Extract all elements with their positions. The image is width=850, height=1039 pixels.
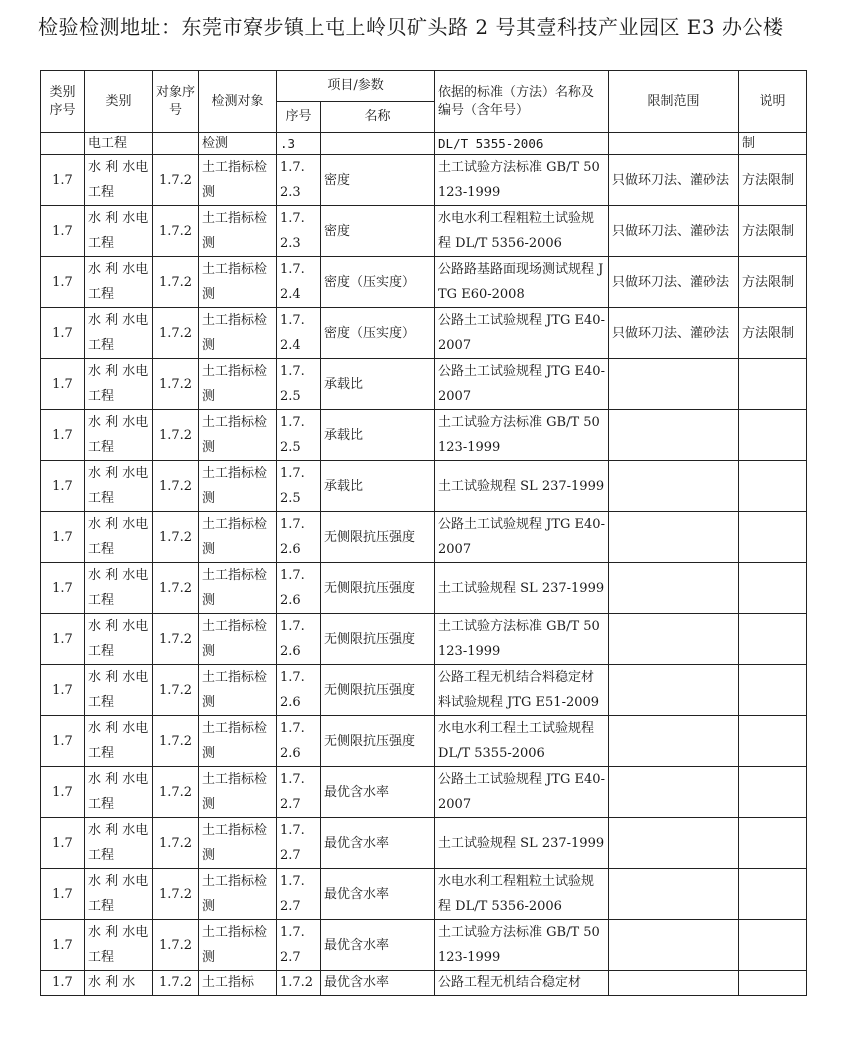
cell-obj-no: 1.7.2 bbox=[153, 920, 199, 971]
cell-name: 密度 bbox=[321, 155, 435, 206]
cell-name: 最优含水率 bbox=[321, 869, 435, 920]
cell-cat-no: 1.7 bbox=[41, 665, 85, 716]
cell-item-no: .3 bbox=[277, 133, 321, 155]
cell-note: 方法限制 bbox=[739, 257, 807, 308]
cell-limit bbox=[609, 461, 739, 512]
col-standard: 依据的标准（方法）名称及编号（含年号） bbox=[435, 71, 609, 133]
cell-category: 水 利 水 bbox=[85, 971, 153, 996]
cell-name: 无侧限抗压强度 bbox=[321, 512, 435, 563]
cell-object: 土工指标检测 bbox=[199, 359, 277, 410]
cell-obj-no: 1.7.2 bbox=[153, 410, 199, 461]
cell-note bbox=[739, 461, 807, 512]
cell-name: 承载比 bbox=[321, 359, 435, 410]
cell-obj-no: 1.7.2 bbox=[153, 971, 199, 996]
cell-note bbox=[739, 359, 807, 410]
cell-object: 土工指标检测 bbox=[199, 563, 277, 614]
cell-item-no: 1.7.2.6 bbox=[277, 512, 321, 563]
cell-obj-no: 1.7.2 bbox=[153, 461, 199, 512]
cell-obj-no: 1.7.2 bbox=[153, 257, 199, 308]
cell-name: 无侧限抗压强度 bbox=[321, 716, 435, 767]
cell-limit bbox=[609, 971, 739, 996]
table-row bbox=[41, 461, 807, 512]
cell-item-no: 1.7.2.4 bbox=[277, 308, 321, 359]
cell-note bbox=[739, 971, 807, 996]
cell-note bbox=[739, 512, 807, 563]
cell-item-no: 1.7.2.5 bbox=[277, 461, 321, 512]
cell-note bbox=[739, 767, 807, 818]
cell-standard: 公路路基路面现场测试规程 JTG E60-2008 bbox=[435, 257, 609, 308]
cell-limit bbox=[609, 665, 739, 716]
cell-limit bbox=[609, 133, 739, 155]
cell-object: 土工指标检测 bbox=[199, 869, 277, 920]
cell-object: 土工指标检测 bbox=[199, 461, 277, 512]
cell-item-no: 1.7.2.7 bbox=[277, 869, 321, 920]
cell-name: 密度（压实度） bbox=[321, 257, 435, 308]
cell-name: 最优含水率 bbox=[321, 920, 435, 971]
cell-note bbox=[739, 563, 807, 614]
cell-item-no: 1.7.2.5 bbox=[277, 410, 321, 461]
cell-cat-no: 1.7 bbox=[41, 257, 85, 308]
cell-name bbox=[321, 133, 435, 155]
cell-name: 密度（压实度） bbox=[321, 308, 435, 359]
table-row bbox=[41, 155, 807, 206]
cell-note bbox=[739, 410, 807, 461]
cell-standard: 土工试验方法标准 GB/T 50123-1999 bbox=[435, 920, 609, 971]
cell-note bbox=[739, 665, 807, 716]
cell-limit bbox=[609, 920, 739, 971]
cell-obj-no: 1.7.2 bbox=[153, 869, 199, 920]
cell-note bbox=[739, 614, 807, 665]
cell-name: 最优含水率 bbox=[321, 818, 435, 869]
cell-name: 密度 bbox=[321, 206, 435, 257]
cell-limit bbox=[609, 767, 739, 818]
cell-limit bbox=[609, 410, 739, 461]
cell-category: 水 利 水电工程 bbox=[85, 563, 153, 614]
cell-obj-no: 1.7.2 bbox=[153, 767, 199, 818]
cell-item-no: 1.7.2.6 bbox=[277, 665, 321, 716]
cell-object: 土工指标检测 bbox=[199, 512, 277, 563]
cell-limit: 只做环刀法、灌砂法 bbox=[609, 155, 739, 206]
col-item-name: 名称 bbox=[321, 102, 435, 133]
cell-obj-no: 1.7.2 bbox=[153, 512, 199, 563]
cell-standard: 水电水利工程粗粒土试验规程 DL/T 5356-2006 bbox=[435, 206, 609, 257]
table-row bbox=[41, 869, 807, 920]
cell-note bbox=[739, 920, 807, 971]
cell-standard: 公路工程无机结合料稳定材料试验规程 JTG E51-2009 bbox=[435, 665, 609, 716]
cell-object: 检测 bbox=[199, 133, 277, 155]
cell-standard: 土工试验规程 SL 237-1999 bbox=[435, 461, 609, 512]
cell-object: 土工指标检测 bbox=[199, 410, 277, 461]
cell-category: 水 利 水电工程 bbox=[85, 410, 153, 461]
cell-object: 土工指标检测 bbox=[199, 920, 277, 971]
cell-cat-no: 1.7 bbox=[41, 767, 85, 818]
cell-item-no: 1.7.2.6 bbox=[277, 716, 321, 767]
table-row bbox=[41, 206, 807, 257]
cell-standard: 土工试验规程 SL 237-1999 bbox=[435, 818, 609, 869]
cell-limit bbox=[609, 512, 739, 563]
cell-item-no: 1.7.2.4 bbox=[277, 257, 321, 308]
cell-limit bbox=[609, 869, 739, 920]
table-row bbox=[41, 665, 807, 716]
cell-obj-no: 1.7.2 bbox=[153, 206, 199, 257]
cell-standard: 公路土工试验规程 JTG E40-2007 bbox=[435, 767, 609, 818]
cell-standard: 公路土工试验规程 JTG E40-2007 bbox=[435, 308, 609, 359]
cell-obj-no: 1.7.2 bbox=[153, 308, 199, 359]
cell-standard: 土工试验方法标准 GB/T 50123-1999 bbox=[435, 410, 609, 461]
cell-category: 水 利 水电工程 bbox=[85, 818, 153, 869]
cell-standard: 公路土工试验规程 JTG E40-2007 bbox=[435, 359, 609, 410]
cell-item-no: 1.7.2.3 bbox=[277, 206, 321, 257]
col-item-group: 项目/参数 bbox=[277, 71, 435, 102]
cell-object: 土工指标检测 bbox=[199, 665, 277, 716]
cell-standard: 土工试验方法标准 GB/T 50123-1999 bbox=[435, 614, 609, 665]
cell-limit: 只做环刀法、灌砂法 bbox=[609, 257, 739, 308]
cell-category: 水 利 水电工程 bbox=[85, 665, 153, 716]
cell-category: 水 利 水电工程 bbox=[85, 461, 153, 512]
cell-note: 方法限制 bbox=[739, 155, 807, 206]
cell-cat-no: 1.7 bbox=[41, 869, 85, 920]
cell-cat-no: 1.7 bbox=[41, 155, 85, 206]
cell-standard: DL/T 5355-2006 bbox=[435, 133, 609, 155]
cell-name: 无侧限抗压强度 bbox=[321, 614, 435, 665]
cell-note bbox=[739, 869, 807, 920]
table-row bbox=[41, 410, 807, 461]
cell-category: 水 利 水电工程 bbox=[85, 206, 153, 257]
table-row bbox=[41, 563, 807, 614]
cell-note: 制 bbox=[739, 133, 807, 155]
table-row-partial-bottom bbox=[41, 971, 807, 996]
table-row bbox=[41, 767, 807, 818]
cell-name: 最优含水率 bbox=[321, 971, 435, 996]
cell-category: 水 利 水电工程 bbox=[85, 614, 153, 665]
cell-category: 水 利 水电工程 bbox=[85, 767, 153, 818]
cell-item-no: 1.7.2.6 bbox=[277, 614, 321, 665]
cell-category: 水 利 水电工程 bbox=[85, 716, 153, 767]
col-category-no: 类别序号 bbox=[41, 71, 85, 133]
cell-cat-no: 1.7 bbox=[41, 410, 85, 461]
cell-standard: 土工试验规程 SL 237-1999 bbox=[435, 563, 609, 614]
table-row bbox=[41, 308, 807, 359]
cell-item-no: 1.7.2 bbox=[277, 971, 321, 996]
cell-item-no: 1.7.2.7 bbox=[277, 920, 321, 971]
cell-cat-no: 1.7 bbox=[41, 359, 85, 410]
cell-limit bbox=[609, 359, 739, 410]
cell-limit: 只做环刀法、灌砂法 bbox=[609, 308, 739, 359]
cell-cat-no: 1.7 bbox=[41, 308, 85, 359]
cell-category: 水 利 水电工程 bbox=[85, 359, 153, 410]
table-row bbox=[41, 614, 807, 665]
col-item-no: 序号 bbox=[277, 102, 321, 133]
cell-limit bbox=[609, 818, 739, 869]
cell-note bbox=[739, 818, 807, 869]
header-row-1 bbox=[41, 71, 807, 102]
col-category: 类别 bbox=[85, 71, 153, 133]
col-note: 说明 bbox=[739, 71, 807, 133]
cell-cat-no: 1.7 bbox=[41, 971, 85, 996]
cell-limit bbox=[609, 716, 739, 767]
table-row bbox=[41, 716, 807, 767]
cell-cat-no: 1.7 bbox=[41, 818, 85, 869]
cell-obj-no: 1.7.2 bbox=[153, 155, 199, 206]
cell-object: 土工指标检测 bbox=[199, 155, 277, 206]
lab-address: 检验检测地址：东莞市寮步镇上屯上岭贝矿头路 2 号其壹科技产业园区 E3 办公楼 bbox=[38, 15, 784, 39]
cell-object: 土工指标检测 bbox=[199, 257, 277, 308]
cell-obj-no: 1.7.2 bbox=[153, 563, 199, 614]
cell-standard: 公路土工试验规程 JTG E40-2007 bbox=[435, 512, 609, 563]
table-row-partial-top bbox=[41, 133, 807, 155]
cell-object: 土工指标检测 bbox=[199, 614, 277, 665]
cell-obj-no: 1.7.2 bbox=[153, 716, 199, 767]
col-object: 检测对象 bbox=[199, 71, 277, 133]
cell-item-no: 1.7.2.7 bbox=[277, 818, 321, 869]
cell-cat-no: 1.7 bbox=[41, 206, 85, 257]
cell-note bbox=[739, 716, 807, 767]
cell-cat-no: 1.7 bbox=[41, 716, 85, 767]
cell-cat-no bbox=[41, 133, 85, 155]
cell-category: 电工程 bbox=[85, 133, 153, 155]
cell-name: 无侧限抗压强度 bbox=[321, 563, 435, 614]
table-row bbox=[41, 359, 807, 410]
table-row bbox=[41, 818, 807, 869]
cell-category: 水 利 水电工程 bbox=[85, 512, 153, 563]
cell-note: 方法限制 bbox=[739, 206, 807, 257]
cell-obj-no: 1.7.2 bbox=[153, 818, 199, 869]
scope-table bbox=[40, 70, 807, 996]
cell-limit bbox=[609, 563, 739, 614]
cell-obj-no: 1.7.2 bbox=[153, 359, 199, 410]
cell-category: 水 利 水电工程 bbox=[85, 308, 153, 359]
cell-category: 水 利 水电工程 bbox=[85, 920, 153, 971]
cell-obj-no: 1.7.2 bbox=[153, 614, 199, 665]
cell-item-no: 1.7.2.3 bbox=[277, 155, 321, 206]
cell-object: 土工指标检测 bbox=[199, 716, 277, 767]
cell-name: 承载比 bbox=[321, 410, 435, 461]
cell-limit: 只做环刀法、灌砂法 bbox=[609, 206, 739, 257]
cell-item-no: 1.7.2.7 bbox=[277, 767, 321, 818]
cell-object: 土工指标检测 bbox=[199, 818, 277, 869]
cell-cat-no: 1.7 bbox=[41, 614, 85, 665]
col-object-no: 对象序号 bbox=[153, 71, 199, 133]
cell-object: 土工指标检测 bbox=[199, 206, 277, 257]
cell-object: 土工指标检测 bbox=[199, 308, 277, 359]
table-row bbox=[41, 512, 807, 563]
cell-note: 方法限制 bbox=[739, 308, 807, 359]
cell-standard: 水电水利工程土工试验规程 DL/T 5355-2006 bbox=[435, 716, 609, 767]
table-row bbox=[41, 920, 807, 971]
cell-category: 水 利 水电工程 bbox=[85, 869, 153, 920]
cell-standard: 水电水利工程粗粒土试验规程 DL/T 5356-2006 bbox=[435, 869, 609, 920]
cell-cat-no: 1.7 bbox=[41, 512, 85, 563]
cell-name: 最优含水率 bbox=[321, 767, 435, 818]
cell-category: 水 利 水电工程 bbox=[85, 155, 153, 206]
cell-obj-no: 1.7.2 bbox=[153, 665, 199, 716]
cell-object: 土工指标检测 bbox=[199, 767, 277, 818]
cell-category: 水 利 水电工程 bbox=[85, 257, 153, 308]
cell-name: 承载比 bbox=[321, 461, 435, 512]
cell-cat-no: 1.7 bbox=[41, 563, 85, 614]
cell-name: 无侧限抗压强度 bbox=[321, 665, 435, 716]
cell-standard: 土工试验方法标准 GB/T 50123-1999 bbox=[435, 155, 609, 206]
cell-cat-no: 1.7 bbox=[41, 461, 85, 512]
table-row bbox=[41, 257, 807, 308]
cell-limit bbox=[609, 614, 739, 665]
cell-cat-no: 1.7 bbox=[41, 920, 85, 971]
col-limit: 限制范围 bbox=[609, 71, 739, 133]
cell-item-no: 1.7.2.5 bbox=[277, 359, 321, 410]
cell-object: 土工指标 bbox=[199, 971, 277, 996]
cell-obj-no bbox=[153, 133, 199, 155]
cell-item-no: 1.7.2.6 bbox=[277, 563, 321, 614]
cell-standard: 公路工程无机结合稳定材 bbox=[435, 971, 609, 996]
